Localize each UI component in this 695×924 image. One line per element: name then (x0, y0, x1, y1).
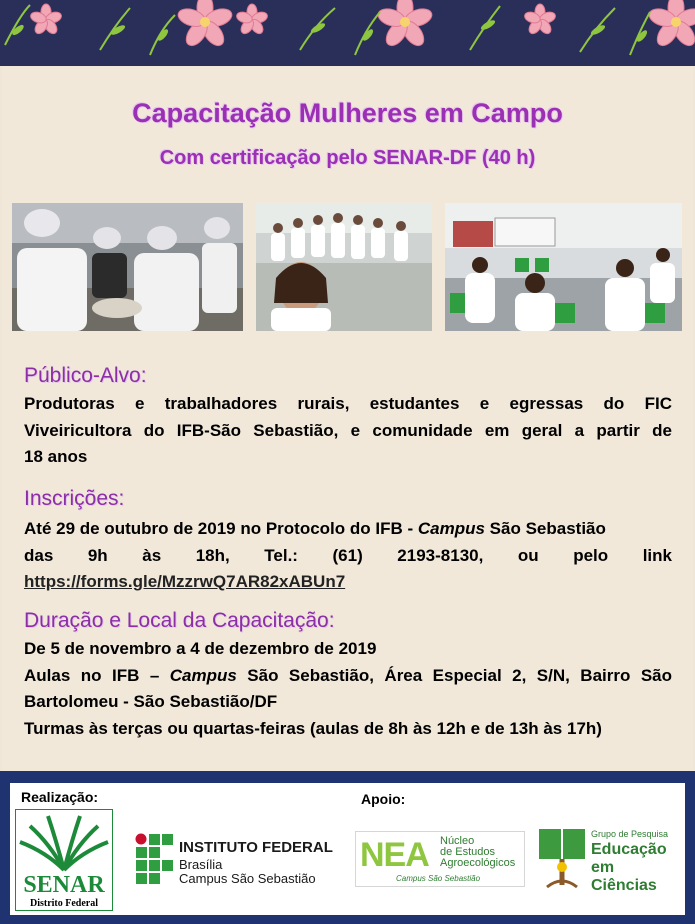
ifb-logo (133, 829, 343, 893)
page-subtitle: Com certificação pelo SENAR-DF (40 h) (159, 147, 536, 169)
duracao-heading: Duração e Local da Capacitação: (24, 609, 335, 632)
inscricoes-link-line (24, 569, 672, 596)
inscricoes-line-1: Até 29 de outubro de 2019 no Protocolo do IFB - Campus São Sebastião (24, 519, 606, 538)
registration-link[interactable]: https://forms.gle/MzzrwQ7AR82xABUn7 (24, 572, 346, 591)
ifb-grid-icon (135, 833, 175, 887)
ifb-line-2: Brasília (179, 857, 223, 872)
inscricoes-line-2: das 9h às 18h, Tel.: (61) 2193-8130, ou pelo link (24, 545, 672, 565)
nea-text: Núcleo de Estudos Agroecológicos (440, 835, 516, 869)
footer-panel (10, 783, 685, 915)
nea-abbr: NEA (360, 836, 429, 874)
floral-banner (0, 0, 695, 66)
duracao-line-1: De 5 de novembro a 4 de dezembro de 2019 (24, 639, 377, 658)
photo-group-selfie (256, 203, 432, 331)
inscricoes-text (24, 516, 672, 596)
duracao-text (24, 636, 672, 742)
publico-alvo-text (24, 391, 672, 471)
grupo-line-1: Grupo de Pesquisa (591, 829, 669, 839)
book-tree-icon (537, 827, 587, 891)
duracao-line-2: Aulas no IFB – Campus São Sebastião, Área Especial 2, S/N, Bairro São (24, 665, 672, 685)
senar-sub: Distrito Federal (29, 898, 99, 909)
photo-classroom-women (12, 203, 243, 331)
senar-logo (15, 809, 113, 911)
ifb-line-1: INSTITUTO FEDERAL (179, 839, 333, 856)
floral-pattern-icon (0, 0, 695, 66)
grupo-line-2: Educação (591, 841, 667, 858)
grupo-pesquisa-logo (537, 825, 682, 893)
duracao-line-3: Bartolomeu - São Sebastião/DF (24, 692, 278, 711)
nea-logo (355, 831, 525, 887)
grupo-line-3: em Ciências (591, 859, 657, 894)
realizacao-label: Realização: (21, 789, 99, 805)
inscricoes-heading: Inscrições: (24, 487, 125, 510)
publico-line-3: 18 anos (24, 447, 88, 466)
apoio-label: Apoio: (361, 791, 406, 807)
senar-name: SENAR (23, 872, 105, 898)
duracao-line-4: Turmas às terças ou quartas-feiras (aulas de 8h às 12h e de 13h às 17h) (24, 718, 602, 738)
publico-line-1: Produtoras e trabalhadores rurais, estudantes e egressas do FIC (24, 394, 672, 413)
publico-line-2: Viveiricultora do IFB-São Sebastião, e comunidade em geral a partir de (24, 420, 672, 440)
nea-campus: Campus São Sebastião (396, 874, 481, 883)
footer-frame (0, 771, 695, 924)
publico-alvo-heading: Público-Alvo: (24, 364, 147, 387)
senar-wheat-icon (16, 812, 112, 872)
photo-classroom-tables (445, 203, 682, 331)
page-title: Capacitação Mulheres em Campo (132, 98, 563, 128)
ifb-line-3: Campus São Sebastião (179, 871, 316, 886)
